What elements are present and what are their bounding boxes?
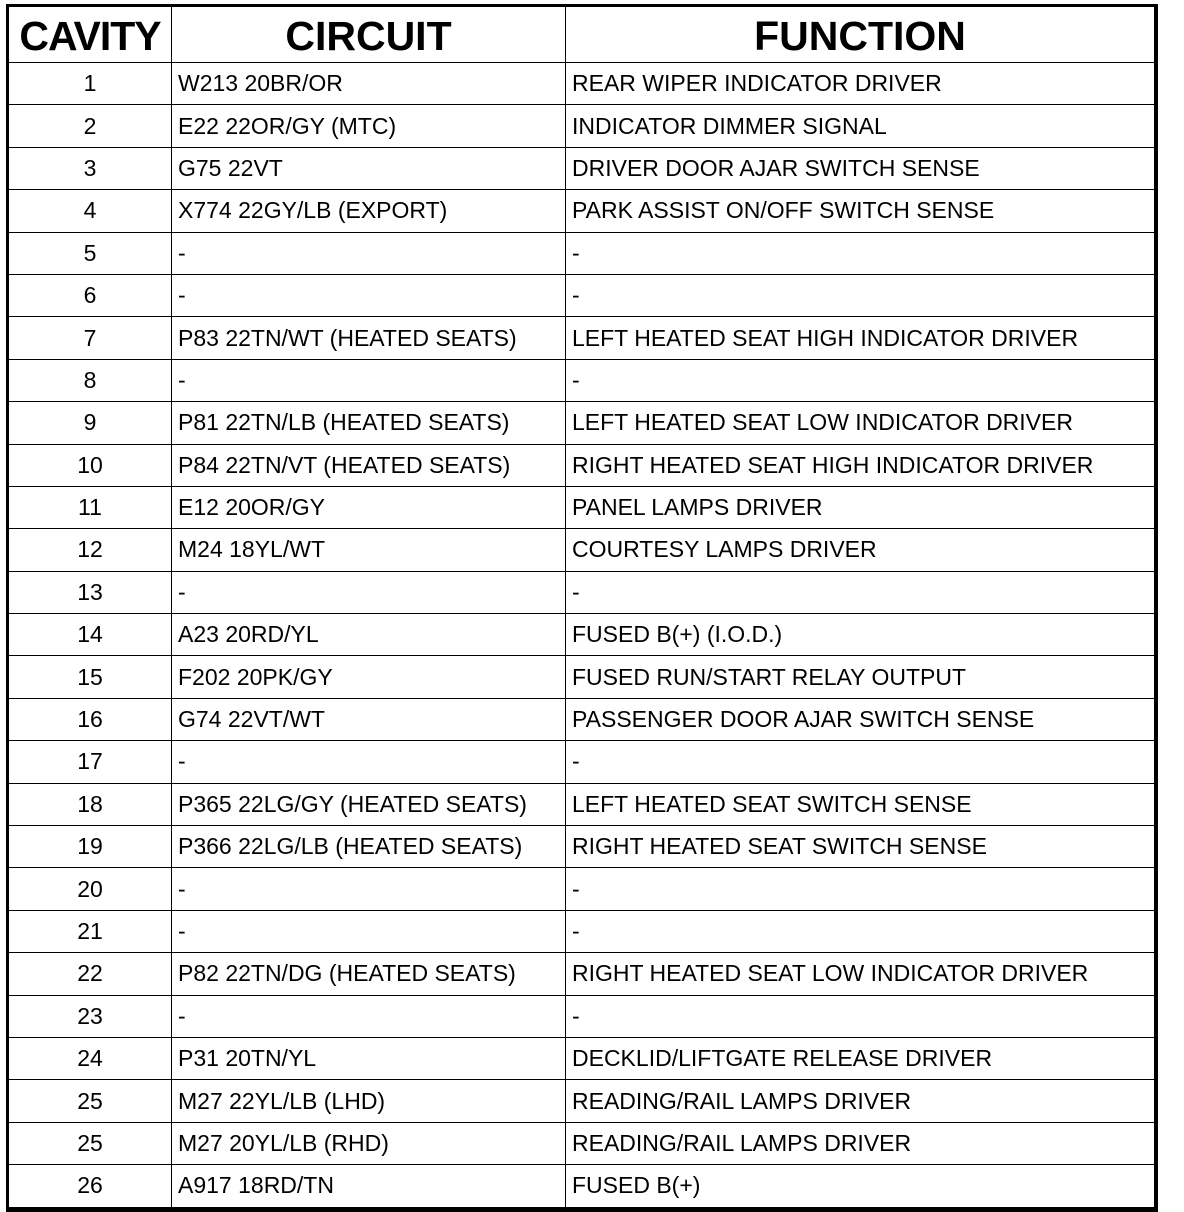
table-row [9, 232, 1155, 274]
table-row [9, 105, 1155, 147]
cavity-cell: 19 [9, 826, 172, 868]
function-cell: - [566, 868, 1155, 910]
circuit-cell: X774 22GY/LB (EXPORT) [172, 190, 566, 232]
table-row [9, 995, 1155, 1037]
function-cell: - [566, 741, 1155, 783]
table-row [9, 783, 1155, 825]
circuit-cell: P366 22LG/LB (HEATED SEATS) [172, 826, 566, 868]
function-cell: - [566, 571, 1155, 613]
function-cell: - [566, 910, 1155, 952]
circuit-column-header: CIRCUIT [172, 7, 566, 63]
function-cell: FUSED B(+) [566, 1165, 1155, 1207]
cavity-cell: 11 [9, 486, 172, 528]
cavity-cell: 9 [9, 402, 172, 444]
circuit-cell: A917 18RD/TN [172, 1165, 566, 1207]
cavity-cell: 1 [9, 63, 172, 105]
circuit-cell: - [172, 995, 566, 1037]
function-cell: LEFT HEATED SEAT LOW INDICATOR DRIVER [566, 402, 1155, 444]
function-cell: RIGHT HEATED SEAT SWITCH SENSE [566, 826, 1155, 868]
circuit-cell: - [172, 359, 566, 401]
table-body [9, 63, 1155, 1208]
function-cell: PANEL LAMPS DRIVER [566, 486, 1155, 528]
table-row [9, 656, 1155, 698]
function-cell: INDICATOR DIMMER SIGNAL [566, 105, 1155, 147]
circuit-cell: P365 22LG/GY (HEATED SEATS) [172, 783, 566, 825]
cavity-cell: 12 [9, 529, 172, 571]
function-cell: LEFT HEATED SEAT HIGH INDICATOR DRIVER [566, 317, 1155, 359]
table-row [9, 317, 1155, 359]
table-row [9, 910, 1155, 952]
circuit-cell: - [172, 274, 566, 316]
cavity-cell: 8 [9, 359, 172, 401]
table-row [9, 486, 1155, 528]
cavity-cell: 24 [9, 1037, 172, 1079]
cavity-cell: 13 [9, 571, 172, 613]
function-cell: RIGHT HEATED SEAT LOW INDICATOR DRIVER [566, 953, 1155, 995]
table-row [9, 614, 1155, 656]
cavity-cell: 25 [9, 1080, 172, 1122]
function-cell: RIGHT HEATED SEAT HIGH INDICATOR DRIVER [566, 444, 1155, 486]
cavity-cell: 26 [9, 1165, 172, 1207]
circuit-cell: M27 20YL/LB (RHD) [172, 1122, 566, 1164]
function-cell: DRIVER DOOR AJAR SWITCH SENSE [566, 147, 1155, 189]
cavity-cell: 6 [9, 274, 172, 316]
circuit-cell: - [172, 741, 566, 783]
circuit-cell: A23 20RD/YL [172, 614, 566, 656]
function-cell: - [566, 274, 1155, 316]
function-cell: FUSED RUN/START RELAY OUTPUT [566, 656, 1155, 698]
circuit-cell: W213 20BR/OR [172, 63, 566, 105]
cavity-cell: 15 [9, 656, 172, 698]
circuit-cell: P82 22TN/DG (HEATED SEATS) [172, 953, 566, 995]
table-row [9, 274, 1155, 316]
circuit-cell: M27 22YL/LB (LHD) [172, 1080, 566, 1122]
function-cell: - [566, 359, 1155, 401]
table-row [9, 1122, 1155, 1164]
circuit-cell: G75 22VT [172, 147, 566, 189]
cavity-cell: 14 [9, 614, 172, 656]
table-row [9, 1080, 1155, 1122]
table-row [9, 953, 1155, 995]
circuit-cell: M24 18YL/WT [172, 529, 566, 571]
table-row [9, 698, 1155, 740]
table-row [9, 529, 1155, 571]
function-column-header: FUNCTION [566, 7, 1155, 63]
function-cell: COURTESY LAMPS DRIVER [566, 529, 1155, 571]
table-row [9, 571, 1155, 613]
cavity-cell: 22 [9, 953, 172, 995]
function-cell: READING/RAIL LAMPS DRIVER [566, 1122, 1155, 1164]
table-row [9, 741, 1155, 783]
circuit-cell: P83 22TN/WT (HEATED SEATS) [172, 317, 566, 359]
table-row [9, 1165, 1155, 1207]
function-cell: LEFT HEATED SEAT SWITCH SENSE [566, 783, 1155, 825]
table-row [9, 826, 1155, 868]
function-cell: PARK ASSIST ON/OFF SWITCH SENSE [566, 190, 1155, 232]
connector-pinout-table [8, 6, 1155, 1208]
circuit-cell: G74 22VT/WT [172, 698, 566, 740]
cavity-cell: 7 [9, 317, 172, 359]
cavity-cell: 2 [9, 105, 172, 147]
function-cell: REAR WIPER INDICATOR DRIVER [566, 63, 1155, 105]
function-cell: - [566, 232, 1155, 274]
circuit-cell: E12 20OR/GY [172, 486, 566, 528]
table-row [9, 147, 1155, 189]
function-cell: PASSENGER DOOR AJAR SWITCH SENSE [566, 698, 1155, 740]
circuit-cell: - [172, 232, 566, 274]
table-row [9, 868, 1155, 910]
circuit-cell: F202 20PK/GY [172, 656, 566, 698]
table-row [9, 359, 1155, 401]
cavity-cell: 23 [9, 995, 172, 1037]
function-cell: FUSED B(+) (I.O.D.) [566, 614, 1155, 656]
function-cell: READING/RAIL LAMPS DRIVER [566, 1080, 1155, 1122]
circuit-cell: - [172, 571, 566, 613]
connector-pinout-table-frame [6, 4, 1158, 1212]
cavity-column-header: CAVITY [9, 7, 172, 63]
cavity-cell: 20 [9, 868, 172, 910]
circuit-cell: - [172, 868, 566, 910]
table-row [9, 63, 1155, 105]
cavity-cell: 10 [9, 444, 172, 486]
circuit-cell: P31 20TN/YL [172, 1037, 566, 1079]
cavity-cell: 25 [9, 1122, 172, 1164]
table-row [9, 1037, 1155, 1079]
circuit-cell: P84 22TN/VT (HEATED SEATS) [172, 444, 566, 486]
function-cell: DECKLID/LIFTGATE RELEASE DRIVER [566, 1037, 1155, 1079]
table-row [9, 190, 1155, 232]
cavity-cell: 16 [9, 698, 172, 740]
circuit-cell: - [172, 910, 566, 952]
cavity-cell: 4 [9, 190, 172, 232]
cavity-cell: 17 [9, 741, 172, 783]
header-row [9, 7, 1155, 63]
circuit-cell: E22 22OR/GY (MTC) [172, 105, 566, 147]
circuit-cell: P81 22TN/LB (HEATED SEATS) [172, 402, 566, 444]
cavity-cell: 3 [9, 147, 172, 189]
cavity-cell: 5 [9, 232, 172, 274]
table-row [9, 444, 1155, 486]
function-cell: - [566, 995, 1155, 1037]
cavity-cell: 21 [9, 910, 172, 952]
table-row [9, 402, 1155, 444]
cavity-cell: 18 [9, 783, 172, 825]
